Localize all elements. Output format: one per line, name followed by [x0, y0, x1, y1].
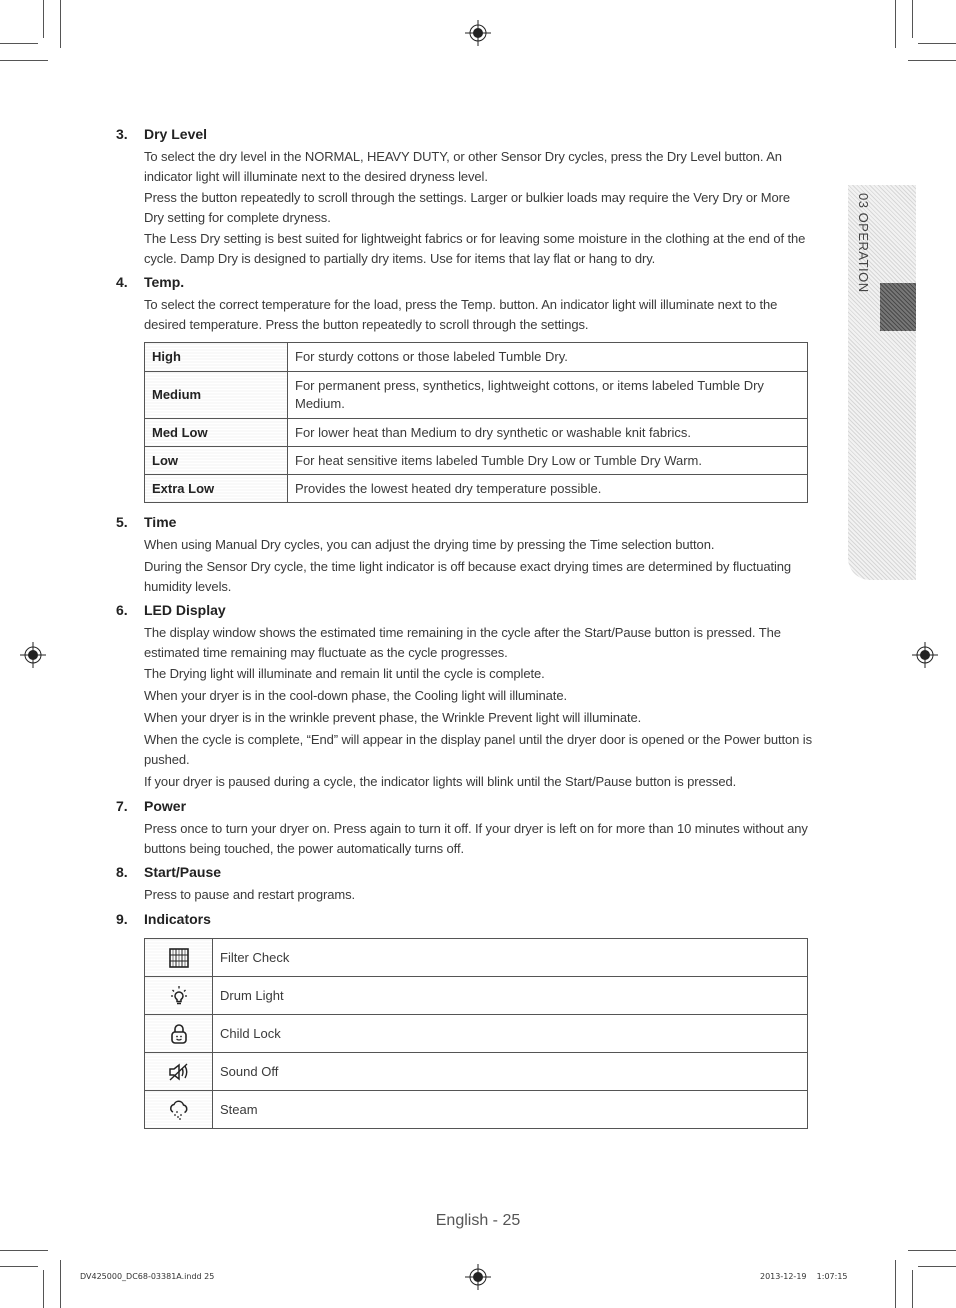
indicator-icon-cell	[145, 1053, 213, 1091]
paragraph: If your dryer is paused during a cycle, the indicator lights will blink until the Start/Pause button is pressed.	[144, 774, 737, 789]
crop-mark	[912, 1270, 913, 1308]
crop-mark	[908, 1250, 956, 1251]
page-footer: English - 25	[435, 1212, 521, 1229]
section-heading-dry-level: Dry Level	[144, 126, 208, 142]
registration-mark-icon	[20, 642, 46, 668]
paragraph: Press the button repeatedly to scroll through the settings. Larger or bulkier loads may require the Very Dry or More Dry setting for complete dryness.	[144, 190, 790, 225]
crop-mark	[60, 1260, 61, 1308]
section-number: 8.	[116, 864, 128, 880]
paragraph: To select the dry level in the NORMAL, HEAVY DUTY, or other Sensor Dry cycles, press the Dry Level button. An indicator light will illuminate next to the desired dryness level.	[144, 149, 782, 184]
section-number: 3.	[116, 126, 128, 142]
crop-mark	[912, 0, 913, 38]
crop-mark	[0, 60, 48, 61]
paragraph: The Less Dry setting is best suited for lightweight fabrics or for leaving some moisture in the clothing at the end of the cycle. Damp Dry is designed to partially dry items. Use for items that lay flat or hang to dry.	[144, 231, 806, 266]
temp-label: High	[145, 343, 288, 372]
section-number: 7.	[116, 798, 128, 814]
section-number: 4.	[116, 274, 128, 290]
temp-label: Medium	[145, 372, 288, 419]
crop-mark	[895, 0, 896, 48]
table-row	[145, 1015, 808, 1053]
registration-mark-icon	[465, 20, 491, 46]
indicator-icon-cell	[145, 939, 213, 977]
paragraph: The display window shows the estimated time remaining in the cycle after the Start/Pause button is pressed. The estimated time remaining may fluctuate as the cycle progresses.	[144, 625, 781, 660]
crop-mark	[0, 43, 38, 44]
registration-mark-icon	[912, 642, 938, 668]
temp-description: For lower heat than Medium to dry synthetic or washable knit fabrics.	[288, 419, 808, 447]
sound-off-icon	[167, 1060, 191, 1084]
indicator-label: Filter Check	[213, 939, 808, 977]
temp-label: Low	[145, 447, 288, 475]
section-heading-time: Time	[144, 514, 177, 530]
table-row	[145, 475, 808, 503]
child-lock-icon	[167, 1022, 191, 1046]
indicator-icon-cell	[145, 1091, 213, 1129]
chapter-tab-label: 03 OPERATION	[856, 193, 871, 293]
section-heading-temp: Temp.	[144, 274, 185, 290]
table-row	[145, 1091, 808, 1129]
paragraph: The Drying light will illuminate and remain lit until the cycle is complete.	[144, 666, 545, 681]
table-row	[145, 372, 808, 419]
paragraph: Press to pause and restart programs.	[144, 887, 356, 902]
crop-mark	[918, 1266, 956, 1267]
paragraph: During the Sensor Dry cycle, the time light indicator is off because exact drying times are determined by fluctuating humidity levels.	[144, 559, 792, 594]
temp-label: Med Low	[145, 419, 288, 447]
section-number: 9.	[116, 911, 128, 927]
indicator-label: Child Lock	[213, 1015, 808, 1053]
chapter-side-tab	[848, 185, 916, 580]
steam-icon	[167, 1098, 191, 1122]
paragraph: When using Manual Dry cycles, you can adjust the drying time by pressing the Time selection button.	[144, 537, 715, 552]
temperature-table	[144, 342, 808, 503]
section-heading-power: Power	[144, 798, 187, 814]
section-number: 6.	[116, 602, 128, 618]
crop-mark	[60, 0, 61, 48]
crop-mark	[0, 1250, 48, 1251]
chapter-tab-marker	[880, 283, 916, 331]
registration-mark-icon	[465, 1264, 491, 1290]
paragraph: Press once to turn your dryer on. Press again to turn it off. If your dryer is left on for more than 10 minutes without any buttons being touched, the power automatically turns off.	[144, 821, 808, 856]
table-row	[145, 939, 808, 977]
crop-mark	[43, 1270, 44, 1308]
temp-description: For permanent press, synthetics, lightweight cottons, or items labeled Tumble Dry Medium.	[288, 372, 808, 419]
table-row	[145, 447, 808, 475]
section-heading-start-pause: Start/Pause	[144, 864, 222, 880]
temp-label: Extra Low	[145, 475, 288, 503]
indicator-label: Drum Light	[213, 977, 808, 1015]
section-number: 5.	[116, 514, 128, 530]
crop-mark	[43, 0, 44, 38]
table-row	[145, 343, 808, 372]
crop-mark	[918, 43, 956, 44]
drum-light-icon	[167, 984, 191, 1008]
section-heading-indicators: Indicators	[144, 911, 211, 927]
crop-mark	[908, 60, 956, 61]
print-slug-date: 2013-12-19 1:07:15	[760, 1272, 848, 1281]
print-slug-file: DV425000_DC68-03381A.indd 25	[80, 1272, 215, 1281]
temp-description: For sturdy cottons or those labeled Tumble Dry.	[288, 343, 808, 372]
indicator-icon-cell	[145, 977, 213, 1015]
paragraph: When your dryer is in the cool-down phase, the Cooling light will illuminate.	[144, 688, 567, 703]
temp-description: For heat sensitive items labeled Tumble Dry Low or Tumble Dry Warm.	[288, 447, 808, 475]
indicator-icon-cell	[145, 1015, 213, 1053]
table-row	[145, 977, 808, 1015]
temp-description: Provides the lowest heated dry temperature possible.	[288, 475, 808, 503]
table-row	[145, 419, 808, 447]
table-row	[145, 1053, 808, 1091]
paragraph: When your dryer is in the wrinkle prevent phase, the Wrinkle Prevent light will illuminate.	[144, 710, 642, 725]
indicator-label: Steam	[213, 1091, 808, 1129]
indicator-label: Sound Off	[213, 1053, 808, 1091]
section-heading-led-display: LED Display	[144, 602, 226, 618]
indicators-table	[144, 938, 808, 1129]
crop-mark	[895, 1260, 896, 1308]
paragraph: When the cycle is complete, “End” will appear in the display panel until the dryer door is opened or the Power button is pushed.	[144, 732, 812, 767]
paragraph: To select the correct temperature for the load, press the Temp. button. An indicator light will illuminate next to the desired temperature. Press the button repeatedly to scroll through the settings.	[144, 297, 778, 332]
crop-mark	[0, 1266, 38, 1267]
filter-check-icon	[167, 946, 191, 970]
